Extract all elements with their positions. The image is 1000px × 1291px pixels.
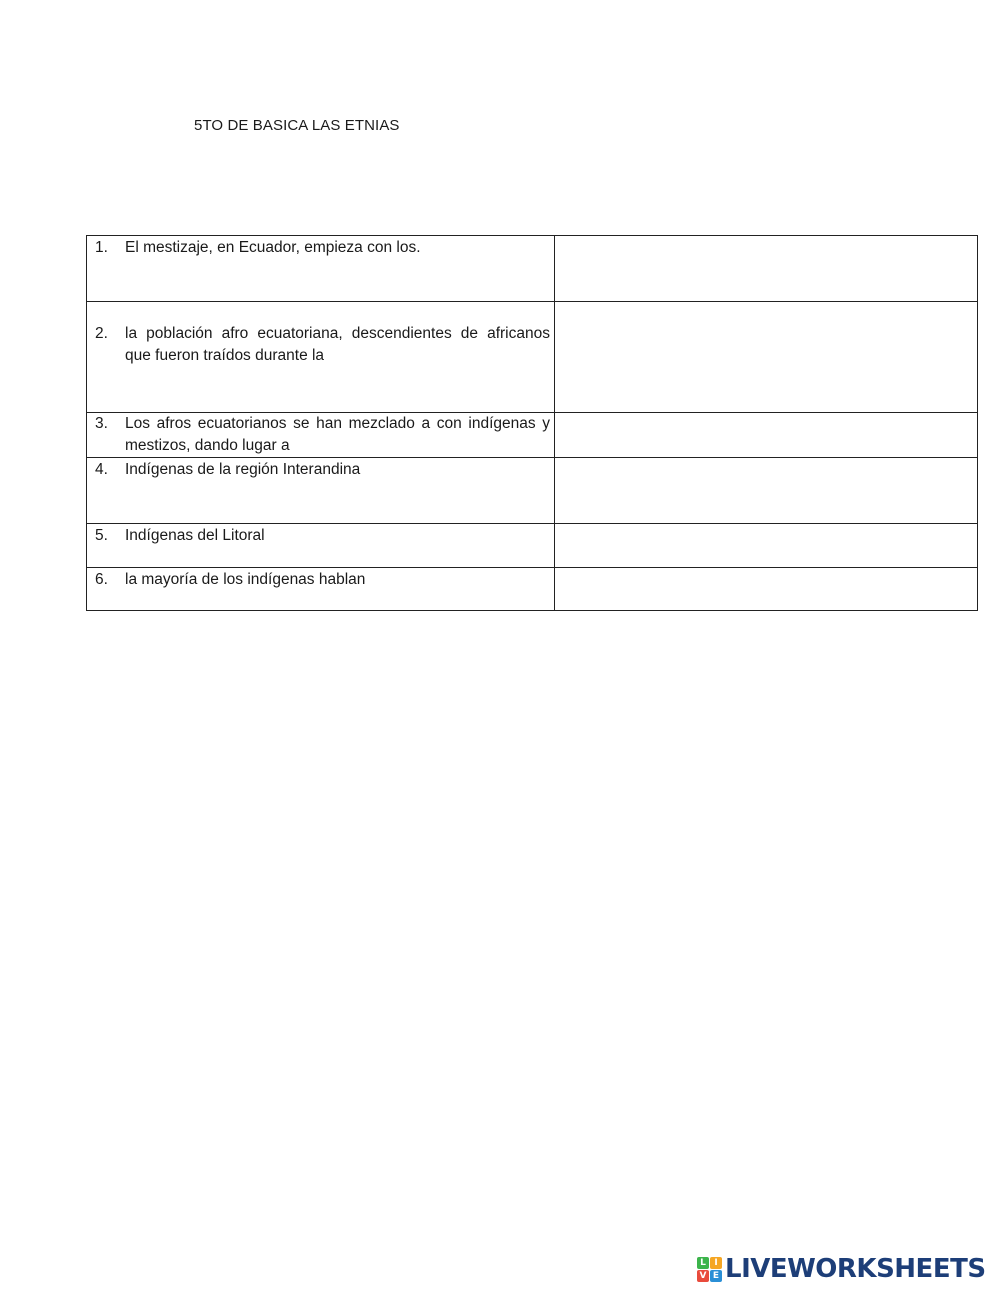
- answer-field[interactable]: [555, 568, 978, 611]
- question-text: la mayoría de los indígenas hablan: [125, 571, 366, 588]
- question-text: Indígenas de la región Interandina: [125, 461, 361, 478]
- table-row: [87, 568, 978, 611]
- answer-field[interactable]: [555, 413, 978, 458]
- worksheet-title: 5TO DE BASICA LAS ETNIAS: [194, 117, 400, 134]
- question-text: Los afros ecuatorianos se han mezclado a con indígenas y mestizos, dando lugar a: [125, 415, 550, 454]
- question-cell: [87, 302, 555, 413]
- question-number: 4.: [95, 461, 108, 478]
- logo-letter: L: [697, 1257, 709, 1269]
- question-cell: [87, 524, 555, 568]
- questions-table: [86, 235, 978, 611]
- question-number: 6.: [95, 571, 108, 588]
- logo-letter: V: [697, 1270, 709, 1282]
- question-cell: [87, 236, 555, 302]
- table-row: [87, 524, 978, 568]
- question-number: 2.: [95, 325, 108, 342]
- question-cell: [87, 458, 555, 524]
- answer-field[interactable]: [555, 524, 978, 568]
- question-cell: [87, 568, 555, 611]
- question-text: Indígenas del Litoral: [125, 527, 265, 544]
- liveworksheets-icon: [697, 1257, 722, 1282]
- answer-field[interactable]: [555, 236, 978, 302]
- table-row: [87, 302, 978, 413]
- question-number: 5.: [95, 527, 108, 544]
- question-text: la población afro ecuatoriana, descendientes de africanos que fueron traídos durante la: [125, 325, 550, 364]
- logo-letter: I: [710, 1257, 722, 1269]
- question-text: El mestizaje, en Ecuador, empieza con los.: [125, 239, 421, 256]
- brand-name: LIVEWORKSHEETS: [725, 1254, 986, 1284]
- table-row: [87, 413, 978, 458]
- liveworksheets-logo: [697, 1254, 986, 1284]
- table-row: [87, 236, 978, 302]
- question-number: 3.: [95, 415, 108, 432]
- logo-letter: E: [710, 1270, 722, 1282]
- question-cell: [87, 413, 555, 458]
- table-row: [87, 458, 978, 524]
- answer-field[interactable]: [555, 302, 978, 413]
- question-number: 1.: [95, 239, 108, 256]
- answer-field[interactable]: [555, 458, 978, 524]
